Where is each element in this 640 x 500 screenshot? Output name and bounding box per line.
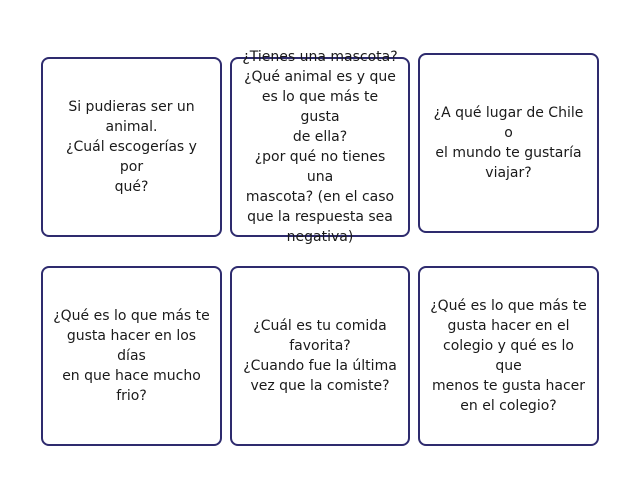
question-card-text: ¿A qué lugar de Chile o el mundo te gustaría viajar? [433, 105, 584, 181]
question-card-text: ¿Tienes una mascota? ¿Qué animal es y que es lo que más te gusta de ella? ¿por qué no tienes una mascota? (en el caso que la respuesta sea negativa) [242, 49, 398, 245]
question-card-travel[interactable] [418, 53, 599, 233]
question-card-cold-days[interactable] [41, 266, 222, 446]
question-card-school[interactable] [418, 266, 599, 446]
question-card-food[interactable] [230, 266, 410, 446]
question-card-text: ¿Qué es lo que más te gusta hacer en los días en que hace mucho frio? [53, 308, 210, 404]
question-card-pet[interactable] [230, 49, 410, 245]
question-card-text: Si pudieras ser un animal. ¿Cuál escogerías y por qué? [66, 99, 197, 195]
question-card-animal[interactable] [41, 57, 222, 237]
question-card-text: ¿Cuál es tu comida favorita? ¿Cuando fue la última vez que la comiste? [243, 318, 397, 394]
question-card-text: ¿Qué es lo que más te gusta hacer en el colegio y qué es lo que menos te gusta hacer en el colegio? [430, 298, 587, 414]
